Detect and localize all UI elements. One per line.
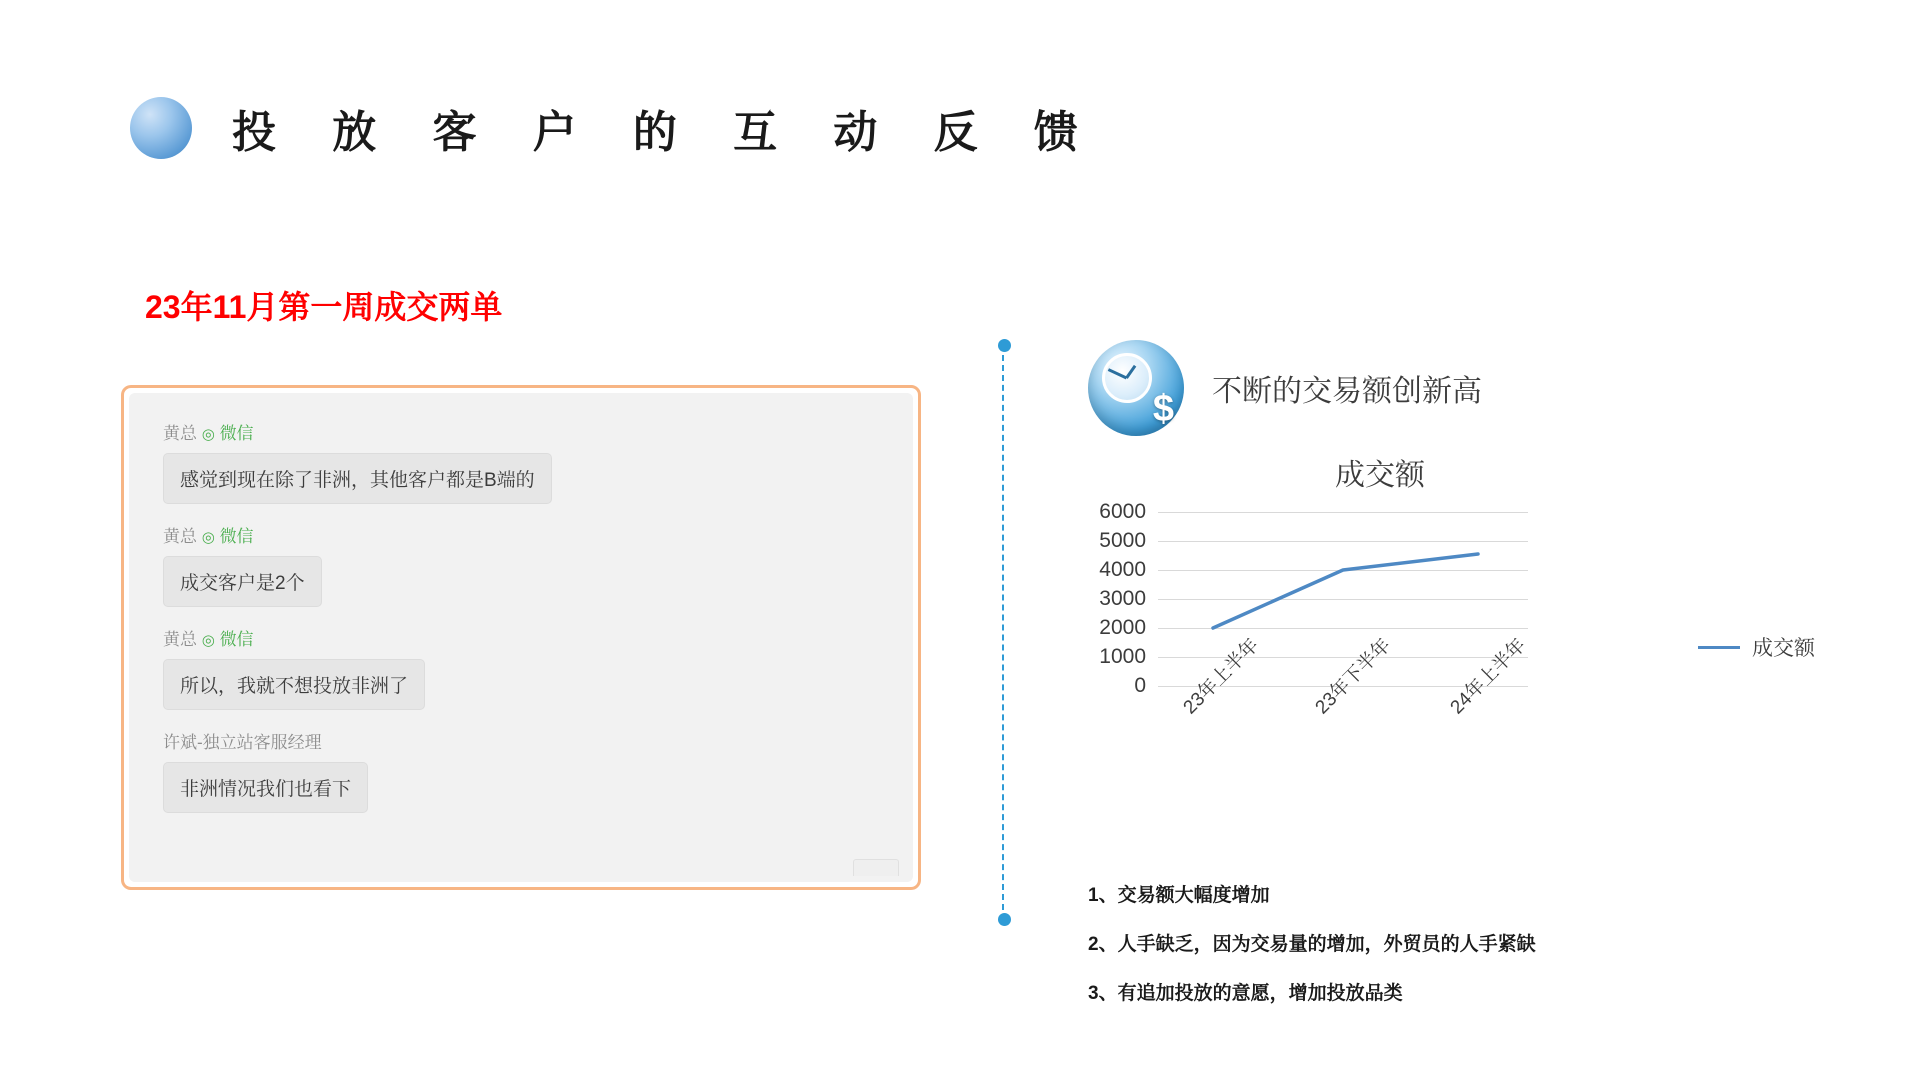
list-item: 2、人手缺乏，因为交易量的增加，外贸员的人手紧缺 (1088, 934, 1536, 955)
chart-title: 成交额 (1335, 459, 1425, 492)
chat-sender-tag: 微信 (219, 527, 254, 546)
legend-label: 成交额 (1752, 637, 1815, 660)
y-axis-tick: 4000 (1099, 558, 1146, 581)
chat-sender-name: 黄总 (163, 527, 197, 546)
legend-color-swatch (1698, 646, 1740, 649)
chat-sender (163, 419, 879, 444)
chart-legend (1698, 632, 1815, 662)
chat-bubble: 感觉到现在除了非洲，其他客户都是B端的 (163, 453, 552, 504)
at-icon: ◎ (201, 632, 215, 649)
chat-input-corner (853, 859, 899, 876)
chat-message (163, 625, 879, 710)
chat-sender-tag: 微信 (219, 424, 254, 443)
chat-conversation (129, 393, 913, 882)
page-title: 投 放 客 户 的 互 动 反 馈 (232, 108, 1100, 157)
y-axis-tick: 6000 (1099, 500, 1146, 523)
chat-sender-name: 黄总 (163, 424, 197, 443)
chat-message (163, 419, 879, 504)
vertical-dashed-divider (1002, 345, 1006, 920)
clock-dollar-icon (1088, 340, 1184, 436)
chat-sender-name: 黄总 (163, 630, 197, 649)
right-header (1088, 340, 1482, 436)
key-points-list (1088, 880, 1828, 1027)
divider-dot-bottom (998, 913, 1011, 926)
right-header-text: 不断的交易额创新高 (1212, 375, 1482, 408)
circle-gradient-icon (130, 97, 192, 159)
sales-line-chart (1040, 450, 1815, 810)
y-axis-tick: 5000 (1099, 529, 1146, 552)
list-item: 1、交易额大幅度增加 (1088, 885, 1270, 906)
dollar-sign-icon: $ (1152, 388, 1174, 430)
x-axis-tick: 23年下半年 (1311, 634, 1396, 719)
chat-bubble: 所以，我就不想投放非洲了 (163, 659, 425, 710)
x-axis-tick: 23年上半年 (1179, 634, 1264, 719)
y-axis-tick: 1000 (1099, 645, 1146, 668)
chat-screenshot-card (121, 385, 921, 890)
chat-bubble: 成交客户是2个 (163, 556, 322, 607)
chat-bubble: 非洲情况我们也看下 (163, 762, 368, 813)
chat-sender-name: 许斌-独立站客服经理 (163, 733, 322, 752)
x-axis-tick: 24年上半年 (1446, 634, 1531, 719)
y-axis-tick: 3000 (1099, 587, 1146, 610)
chat-sender (163, 728, 879, 753)
at-icon: ◎ (201, 426, 215, 443)
slide-title-row (130, 96, 1100, 160)
chat-sender (163, 625, 879, 650)
y-axis-tick: 2000 (1099, 616, 1146, 639)
chat-message (163, 522, 879, 607)
section-heading: 23年11月第一周成交两单 (145, 289, 503, 325)
chart-plot-area (1099, 500, 1815, 719)
at-icon: ◎ (201, 529, 215, 546)
list-item: 3、有追加投放的意愿，增加投放品类 (1088, 983, 1403, 1004)
divider-dot-top (998, 339, 1011, 352)
y-axis-tick: 0 (1134, 674, 1146, 697)
chat-message (163, 728, 879, 813)
chat-sender (163, 522, 879, 547)
chat-sender-tag: 微信 (219, 630, 254, 649)
